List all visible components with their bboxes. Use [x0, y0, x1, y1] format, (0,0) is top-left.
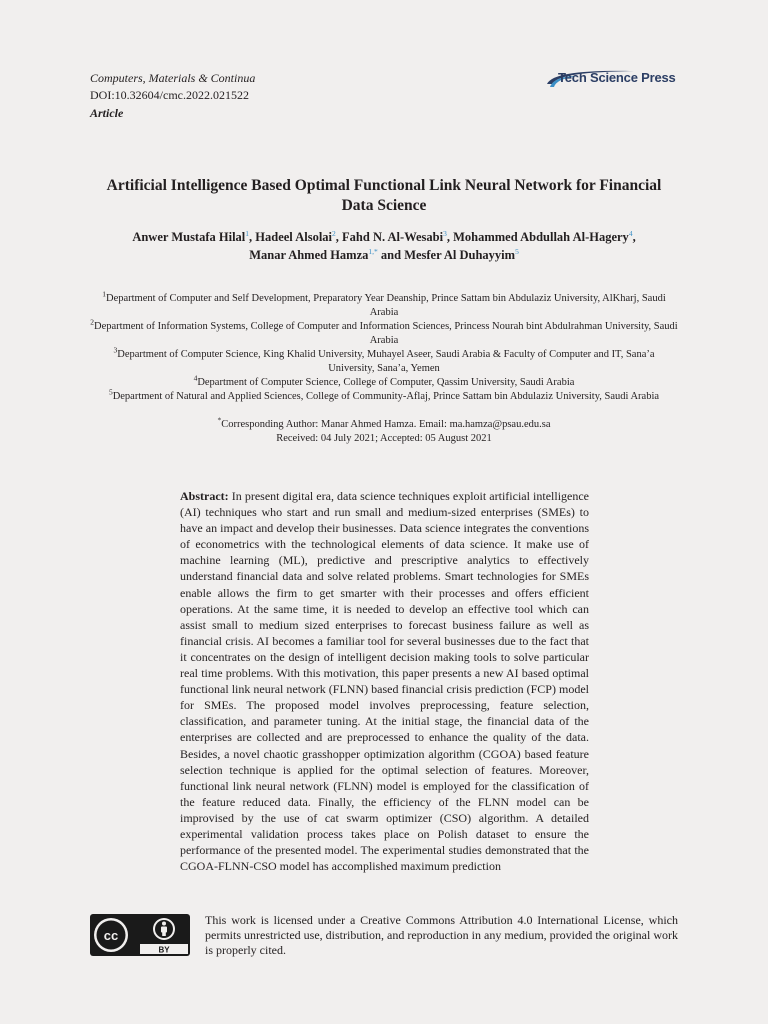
author-sup: 2: [332, 228, 336, 238]
by-label: BY: [158, 945, 170, 955]
received-dates: Received: 04 July 2021; Accepted: 05 August 2021: [276, 433, 492, 444]
cc-by-badge: [90, 914, 190, 956]
affiliation: [90, 387, 678, 404]
affiliation-text: Department of Computer Science, College of Computer, Qassim University, Saudi Arabia: [197, 377, 575, 388]
corresponding-text: Corresponding Author: Manar Ahmed Hamza. Email: ma.hamza@psau.edu.sa: [221, 419, 551, 430]
affiliation-text: Department of Natural and Applied Sciences, College of Community-Aflaj, Prince Sattam bin Abdulaziz University, Saudi Arabia: [112, 391, 660, 402]
abstract: [180, 488, 589, 874]
abstract-text: In present digital era, data science techniques exploit artificial intelligence (AI) techniques who start and run small and medium-sized enterprises (SMEs) to have an impact and develop their businesses. Data science integrates the conventions of econometrics with the technological elements of data science. It make use of machine learning (ML), predictive and prescriptive analytics to effectively understand financial data and solve related problems. Smart technologies for SMEs enable allows the firm to get smarter with their processes and offers efficient operations. At the same time, it is needed to develop an effective tool which can assist small to medium sized enterprises to forecast business failure as well as financial crisis. AI becomes a familiar tool for several businesses due to the fact that it concentrates on the design of intelligent decision making tools to solve particular real time problems. With this motivation, this paper presents a new AI based optimal functional link neural network (FLNN) based financial crisis prediction (FCP) model for SMEs. The proposed model involves preprocessing, feature selection, classification, and parameter tuning. At the initial stage, the financial data of the enterprises are collected and are preprocessed to enhance the quality of the data. Besides, a novel chaotic grasshopper optimization algorithm (CGOA) based feature selection technique is applied for the optimal selection of features. Moreover, functional link neural network (FLNN) model is employed for the classification of the feature reduced data. Finally, the efficiency of the FLNN model can be improvised by the use of cat swarm optimizer (CSO) algorithm. A detailed experimental validation process takes place on Polish dataset to ensure the performance of the presented model. The experimental studies demonstrated that the CGOA-FLNN-CSO model has accomplished maximum prediction: [180, 489, 590, 874]
paper-title: Artificial Intelligence Based Optimal Functional Link Neural Network for Financial Data Science: [106, 177, 662, 214]
affiliation-text: Department of Computer Science, King Khalid University, Muhayel Aseer, Saudi Arabia & Faculty of Computer and IT, Sana’a University, Sana’a, Yemen: [117, 349, 655, 374]
author-name: Hadeel Alsolai: [255, 230, 333, 244]
affiliation-text: Department of Information Systems, College of Computer and Information Sciences, Princess Nourah bint Abdulrahman University, Saudi Arabia: [94, 321, 678, 346]
affiliation: [90, 373, 678, 390]
author-sup: 3: [443, 228, 447, 238]
affiliation-number: 4: [193, 373, 198, 383]
abstract-label: Abstract:: [180, 489, 229, 503]
affiliation-number: 5: [108, 387, 113, 397]
journal-name: Computers, Materials & Continua: [90, 71, 256, 85]
author-connector: and: [380, 248, 402, 262]
license-text: This work is licensed under a Creative Commons Attribution 4.0 International License, which permits unrestricted use, distribution, and reproduction in any medium, provided the original work is properly cited.: [205, 913, 678, 957]
affiliation-text: Department of Computer and Self Development, Preparatory Year Deanship, Prince Sattam bin Abdulaziz University, AlKharj, Saudi Arabia: [105, 293, 666, 318]
affiliation: [90, 345, 678, 376]
affiliation: [90, 289, 678, 320]
affiliation-number: 1: [102, 289, 106, 299]
author-list: Anwer Mustafa Hilal$^1$, Hadeel Alsolai$^2$, Fahd N. Al-Wesabi$^3$, Mohammed Abdullah Al-Hagery$^4$, Manar Ahmed Hamza$^{1,*}$ and Mesfer Al Duhayyim$^5$: [132, 228, 636, 262]
author-name: Fahd N. Al-Wesabi: [342, 230, 444, 244]
author-name: Mohammed Abdullah Al-Hagery: [453, 230, 629, 244]
author-name: Manar Ahmed Hamza: [249, 248, 369, 262]
article-type: Article: [90, 106, 124, 120]
author-sup: 1: [245, 228, 250, 238]
publisher-name: Tech Science Press: [558, 70, 676, 85]
author-name: Anwer Mustafa Hilal: [132, 230, 246, 244]
author-sup: 1,*: [368, 246, 378, 256]
author-sup: 4: [628, 228, 633, 238]
corresponding-author: [90, 415, 678, 432]
affiliation-number: 3: [113, 345, 118, 355]
author-sup: 5: [515, 246, 519, 256]
attribution-icon: [153, 918, 175, 940]
author-name: Mesfer Al Duhayyim: [404, 248, 516, 262]
cc-label: cc: [103, 928, 119, 943]
corresponding-mark: *: [217, 415, 222, 425]
affiliation-number: 2: [90, 317, 95, 327]
publisher-logo: [544, 67, 686, 91]
doi: DOI:10.32604/cmc.2022.021522: [90, 88, 249, 102]
affiliation: [90, 317, 678, 348]
